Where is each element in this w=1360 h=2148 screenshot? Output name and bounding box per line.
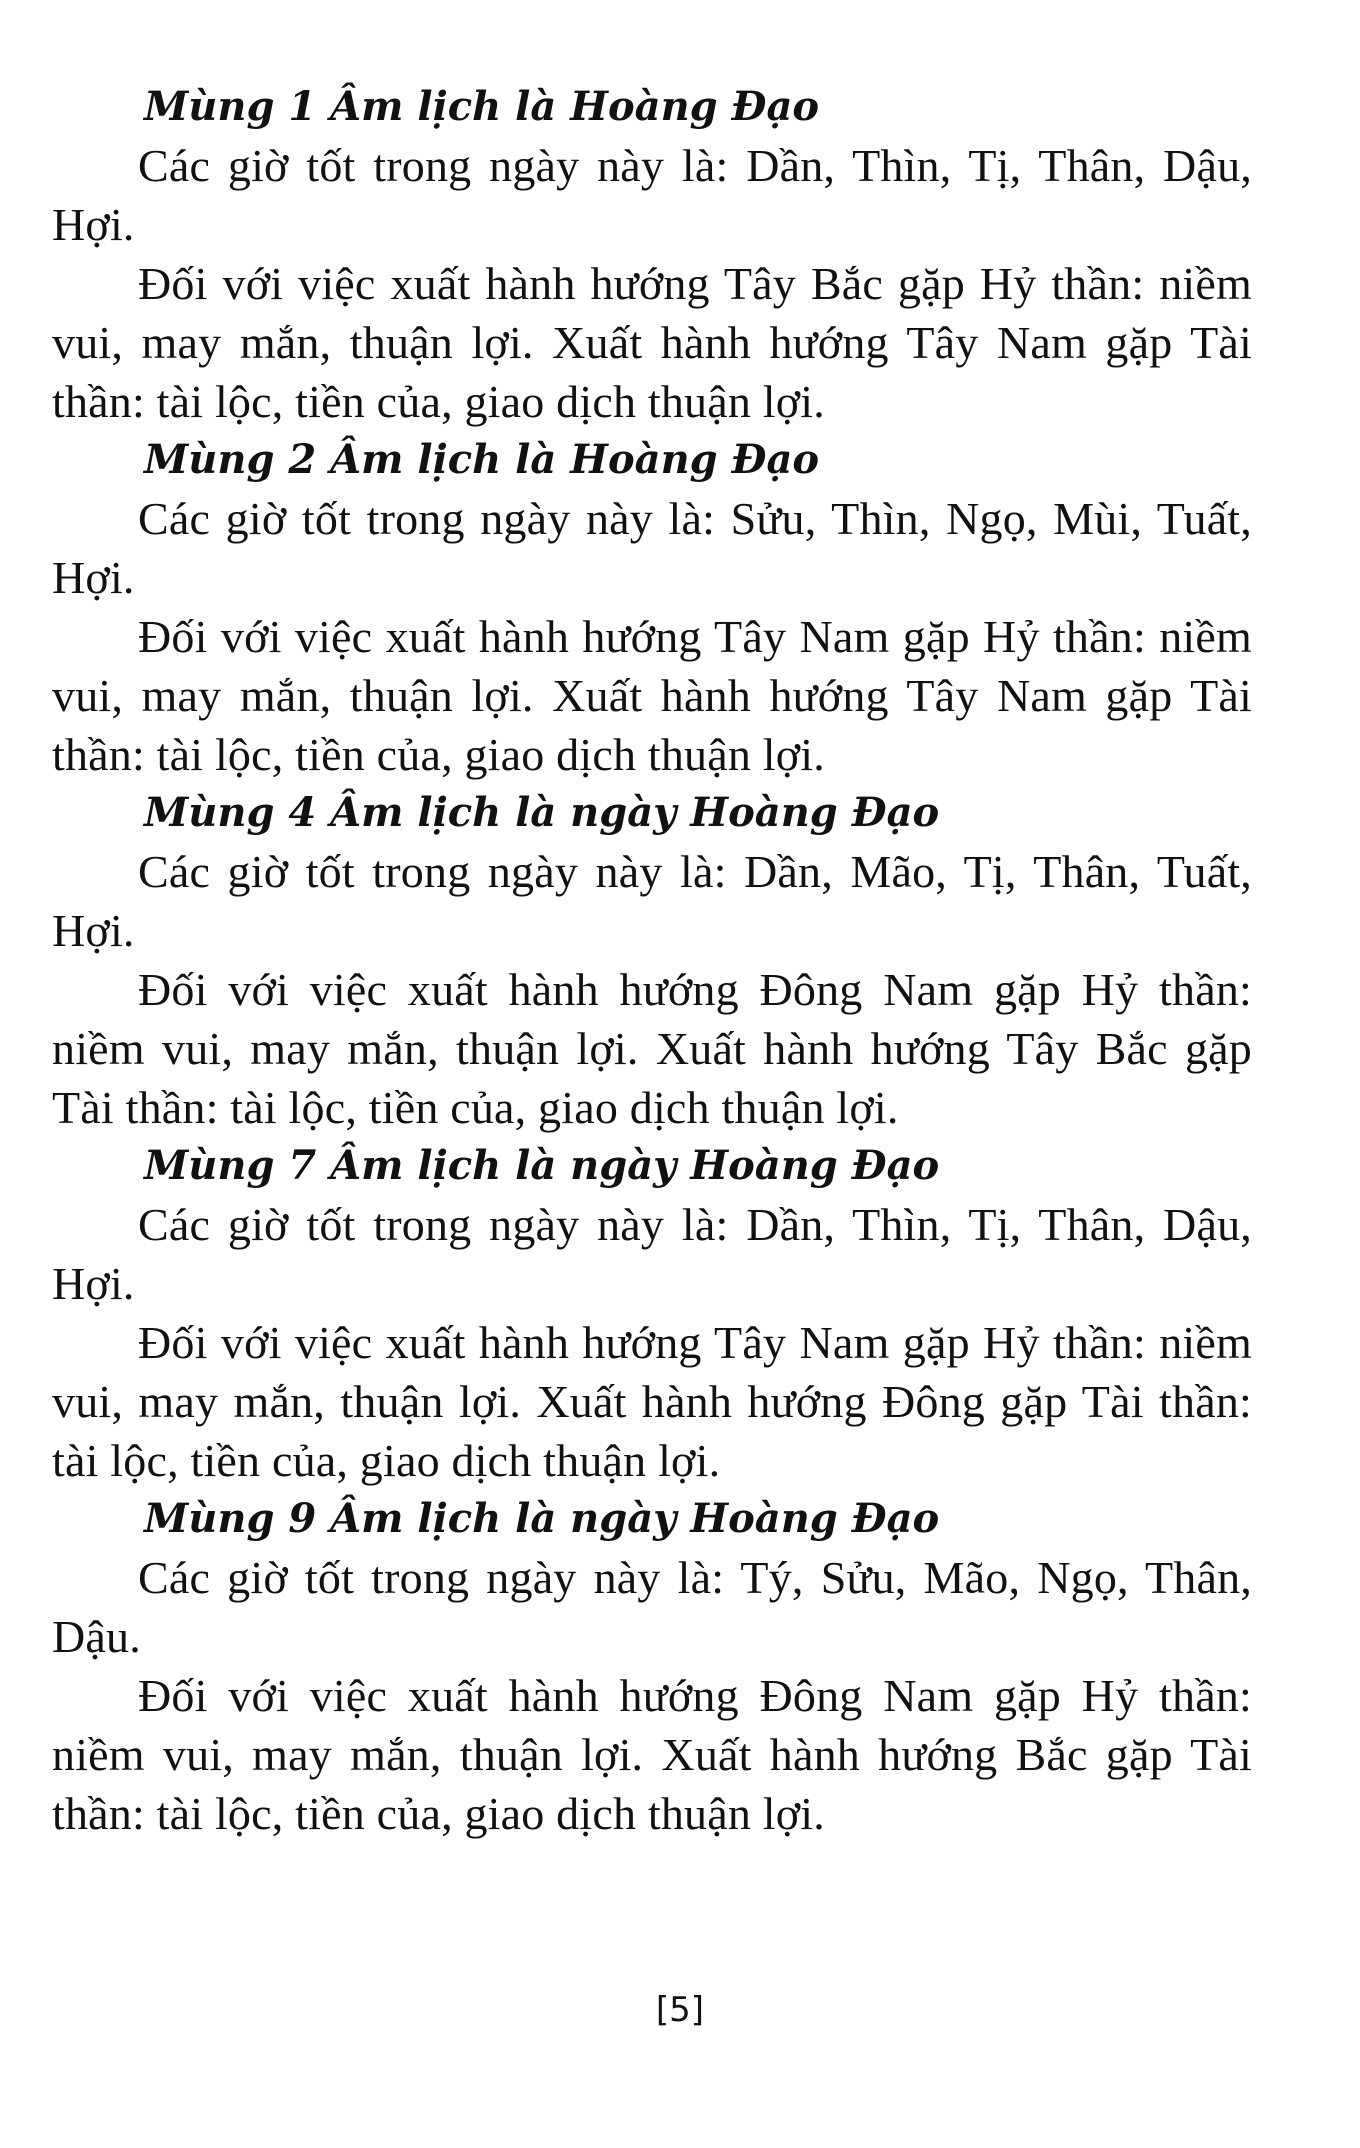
good-hours-paragraph: Các giờ tốt trong ngày này là: Tý, Sửu, Mão, Ngọ, Thân, Dậu. bbox=[52, 1552, 1252, 1662]
good-hours-paragraph: Các giờ tốt trong ngày này là: Sửu, Thìn, Ngọ, Mùi, Tuất, Hợi. bbox=[52, 493, 1252, 603]
book-page bbox=[52, 78, 1252, 1843]
section-day-1 bbox=[52, 78, 1252, 431]
travel-direction-paragraph: Đối với việc xuất hành hướng Đông Nam gặp Hỷ thần: niềm vui, may mắn, thuận lợi. Xuất hành hướng Tây Bắc gặp Tài thần: tài lộc, tiền của, giao dịch thuận lợi. bbox=[52, 964, 1252, 1133]
section-heading: Mùng 4 Âm lịch là ngày Hoàng Đạo bbox=[144, 789, 940, 836]
travel-direction-paragraph: Đối với việc xuất hành hướng Tây Nam gặp Hỷ thần: niềm vui, may mắn, thuận lợi. Xuất hành hướng Đông gặp Tài thần: tài lộc, tiền của, giao dịch thuận lợi. bbox=[52, 1317, 1252, 1486]
page-number: [5] bbox=[655, 1990, 705, 2030]
section-day-7 bbox=[52, 1137, 1252, 1490]
section-heading: Mùng 7 Âm lịch là ngày Hoàng Đạo bbox=[144, 1142, 940, 1189]
good-hours-paragraph: Các giờ tốt trong ngày này là: Dần, Thìn, Tị, Thân, Dậu, Hợi. bbox=[52, 1199, 1252, 1309]
good-hours-paragraph: Các giờ tốt trong ngày này là: Dần, Mão, Tị, Thân, Tuất, Hợi. bbox=[52, 846, 1252, 956]
section-heading: Mùng 2 Âm lịch là Hoàng Đạo bbox=[144, 436, 820, 483]
section-heading: Mùng 9 Âm lịch là ngày Hoàng Đạo bbox=[144, 1495, 940, 1542]
travel-direction-paragraph: Đối với việc xuất hành hướng Đông Nam gặp Hỷ thần: niềm vui, may mắn, thuận lợi. Xuất hành hướng Bắc gặp Tài thần: tài lộc, tiền của, giao dịch thuận lợi. bbox=[52, 1670, 1252, 1839]
travel-direction-paragraph: Đối với việc xuất hành hướng Tây Bắc gặp Hỷ thần: niềm vui, may mắn, thuận lợi. Xuất hành hướng Tây Nam gặp Tài thần: tài lộc, tiền của, giao dịch thuận lợi. bbox=[52, 258, 1252, 427]
good-hours-paragraph: Các giờ tốt trong ngày này là: Dần, Thìn, Tị, Thân, Dậu, Hợi. bbox=[52, 140, 1252, 250]
travel-direction-paragraph: Đối với việc xuất hành hướng Tây Nam gặp Hỷ thần: niềm vui, may mắn, thuận lợi. Xuất hành hướng Tây Nam gặp Tài thần: tài lộc, tiền của, giao dịch thuận lợi. bbox=[52, 611, 1252, 780]
section-day-9 bbox=[52, 1490, 1252, 1843]
section-heading: Mùng 1 Âm lịch là Hoàng Đạo bbox=[144, 83, 820, 130]
section-day-2 bbox=[52, 431, 1252, 784]
section-day-4 bbox=[52, 784, 1252, 1137]
